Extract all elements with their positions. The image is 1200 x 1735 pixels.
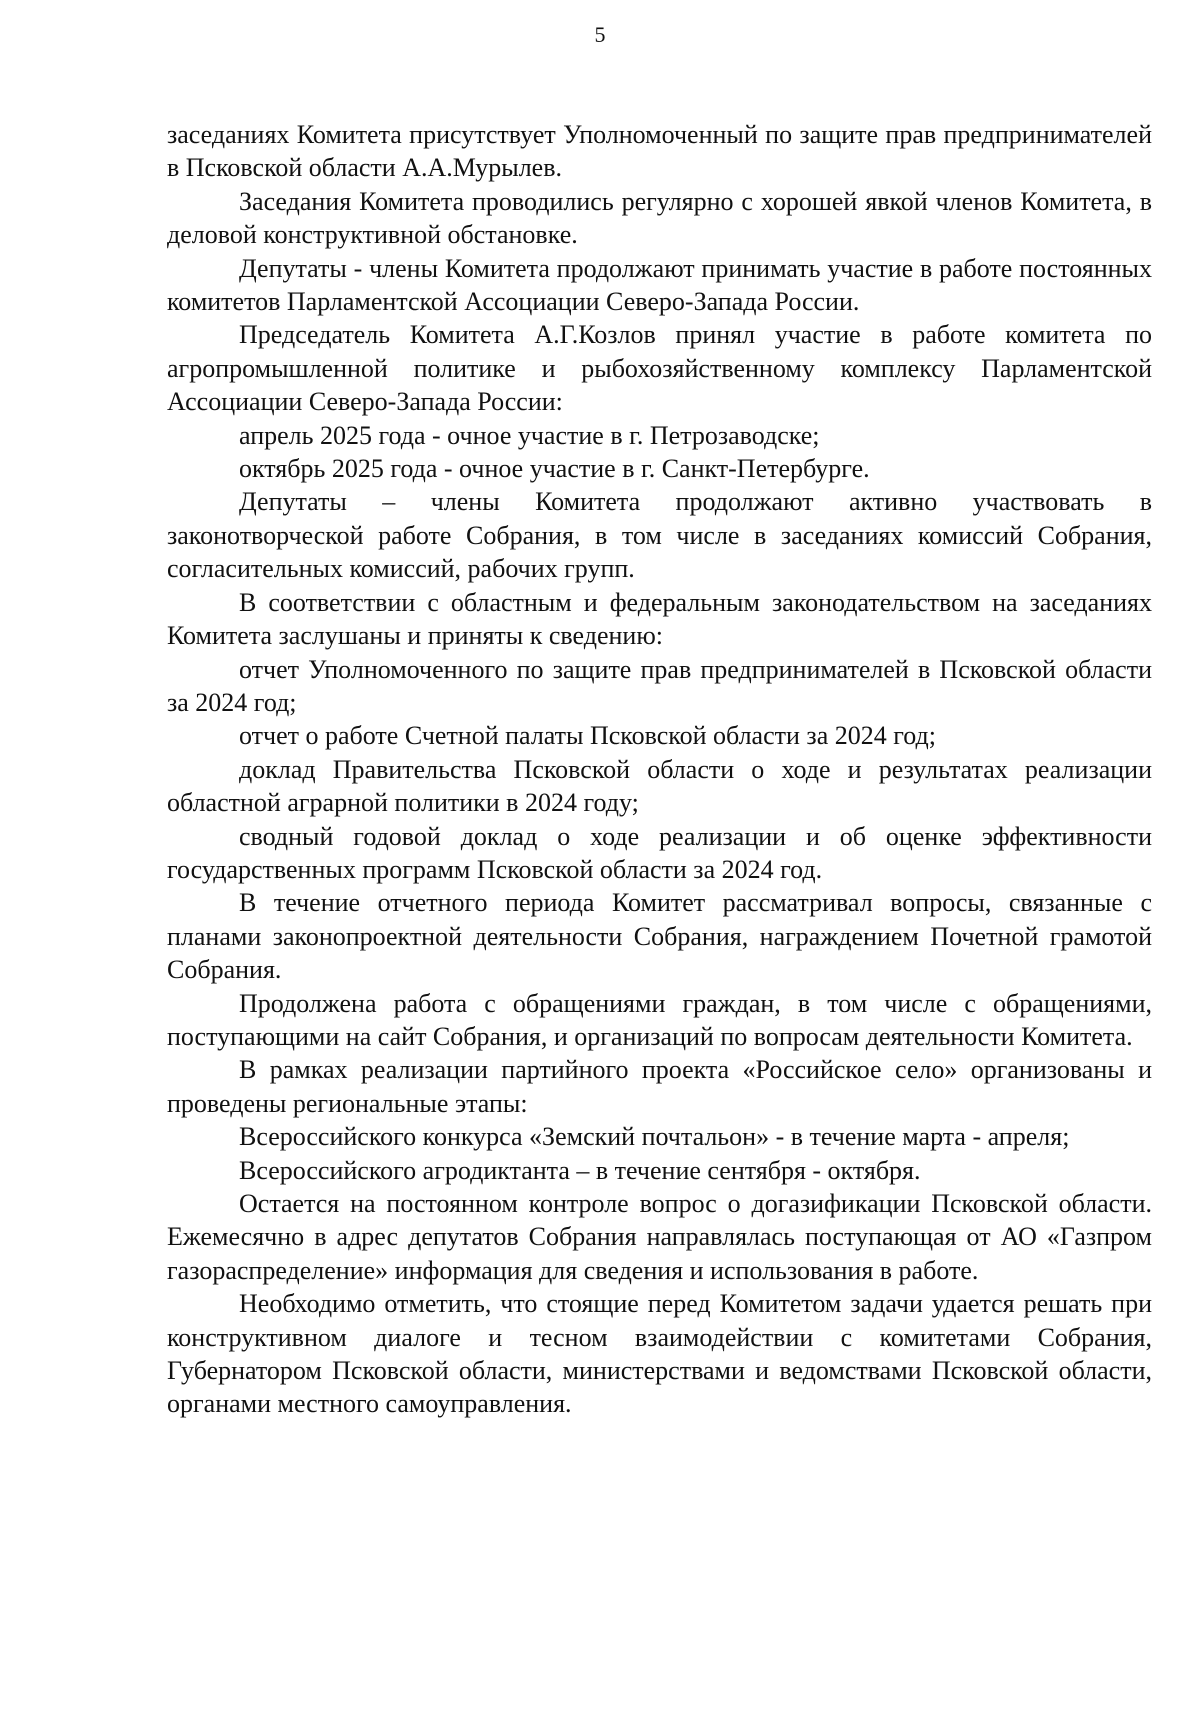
document-body [167, 118, 1152, 1421]
list-item: отчет о работе Счетной палаты Псковской области за 2024 год; [239, 721, 936, 751]
paragraph: Остается на постоянном контроле вопрос о догазификации Псковской области. Ежемесячно в адрес депутатов Собрания направлялась поступающая от АО «Газпром газораспределение» информация для сведения и использования в работе. [167, 1189, 1152, 1285]
paragraph: Депутаты - члены Комитета продолжают принимать участие в работе постоянных комитетов Парламентской Ассоциации Северо-Запада России. [167, 253, 1152, 317]
page-number: 5 [594, 22, 606, 47]
list-item: октябрь 2025 года - очное участие в г. Санкт-Петербурге. [239, 454, 870, 484]
paragraph: Продолжена работа с обращениями граждан, в том числе с обращениями, поступающими на сайт Собрания, и организаций по вопросам деятельности Комитета. [167, 988, 1152, 1051]
paragraph: В соответствии с областным и федеральным законодательством на заседаниях Комитета заслушаны и приняты к сведению: [167, 587, 1152, 651]
list-item: апрель 2025 года - очное участие в г. Петрозаводске; [239, 420, 820, 450]
paragraph: Заседания Комитета проводились регулярно с хорошей явкой членов Комитета, в деловой конструктивной обстановке. [167, 186, 1152, 250]
paragraph: В течение отчетного периода Комитет рассматривал вопросы, связанные с планами законопроектной деятельности Собрания, награждением Почетной грамотой Собрания. [167, 888, 1152, 985]
list-item: сводный годовой доклад о ходе реализации и об оценке эффективности государственных программ Псковской области за 2024 год. [167, 821, 1152, 884]
list-item: доклад Правительства Псковской области о ходе и результатах реализации областной аграрной политики в 2024 году; [167, 754, 1152, 818]
paragraph: заседаниях Комитета присутствует Уполномоченный по защите прав предпринимателей в Псковской области А.А.Мурылев. [167, 120, 1152, 183]
list-item: Всероссийского агродиктанта – в течение сентября - октября. [239, 1155, 921, 1185]
list-item: отчет Уполномоченного по защите прав предпринимателей в Псковской области за 2024 год; [167, 654, 1152, 717]
list-item: Всероссийского конкурса «Земский почтальон» - в течение марта - апреля; [239, 1122, 1070, 1152]
paragraph: Депутаты – члены Комитета продолжают активно участвовать в законотворческой работе Собрания, в том числе в заседаниях комиссий Собрания, согласительных комиссий, рабочих групп. [167, 487, 1152, 584]
paragraph: Председатель Комитета А.Г.Козлов принял участие в работе комитета по агропромышленной политике и рыбохозяйственному комплексу Парламентской Ассоциации Северо-Запада России: [167, 320, 1152, 417]
paragraph: Необходимо отметить, что стоящие перед Комитетом задачи удается решать при конструктивном диалоге и тесном взаимодействии с комитетами Собрания, Губернатором Псковской области, министерствами и ведомствами Псковской области, органами местного самоуправления. [167, 1289, 1152, 1419]
paragraph: В рамках реализации партийного проекта «Российское село» организованы и проведены региональные этапы: [167, 1055, 1152, 1118]
